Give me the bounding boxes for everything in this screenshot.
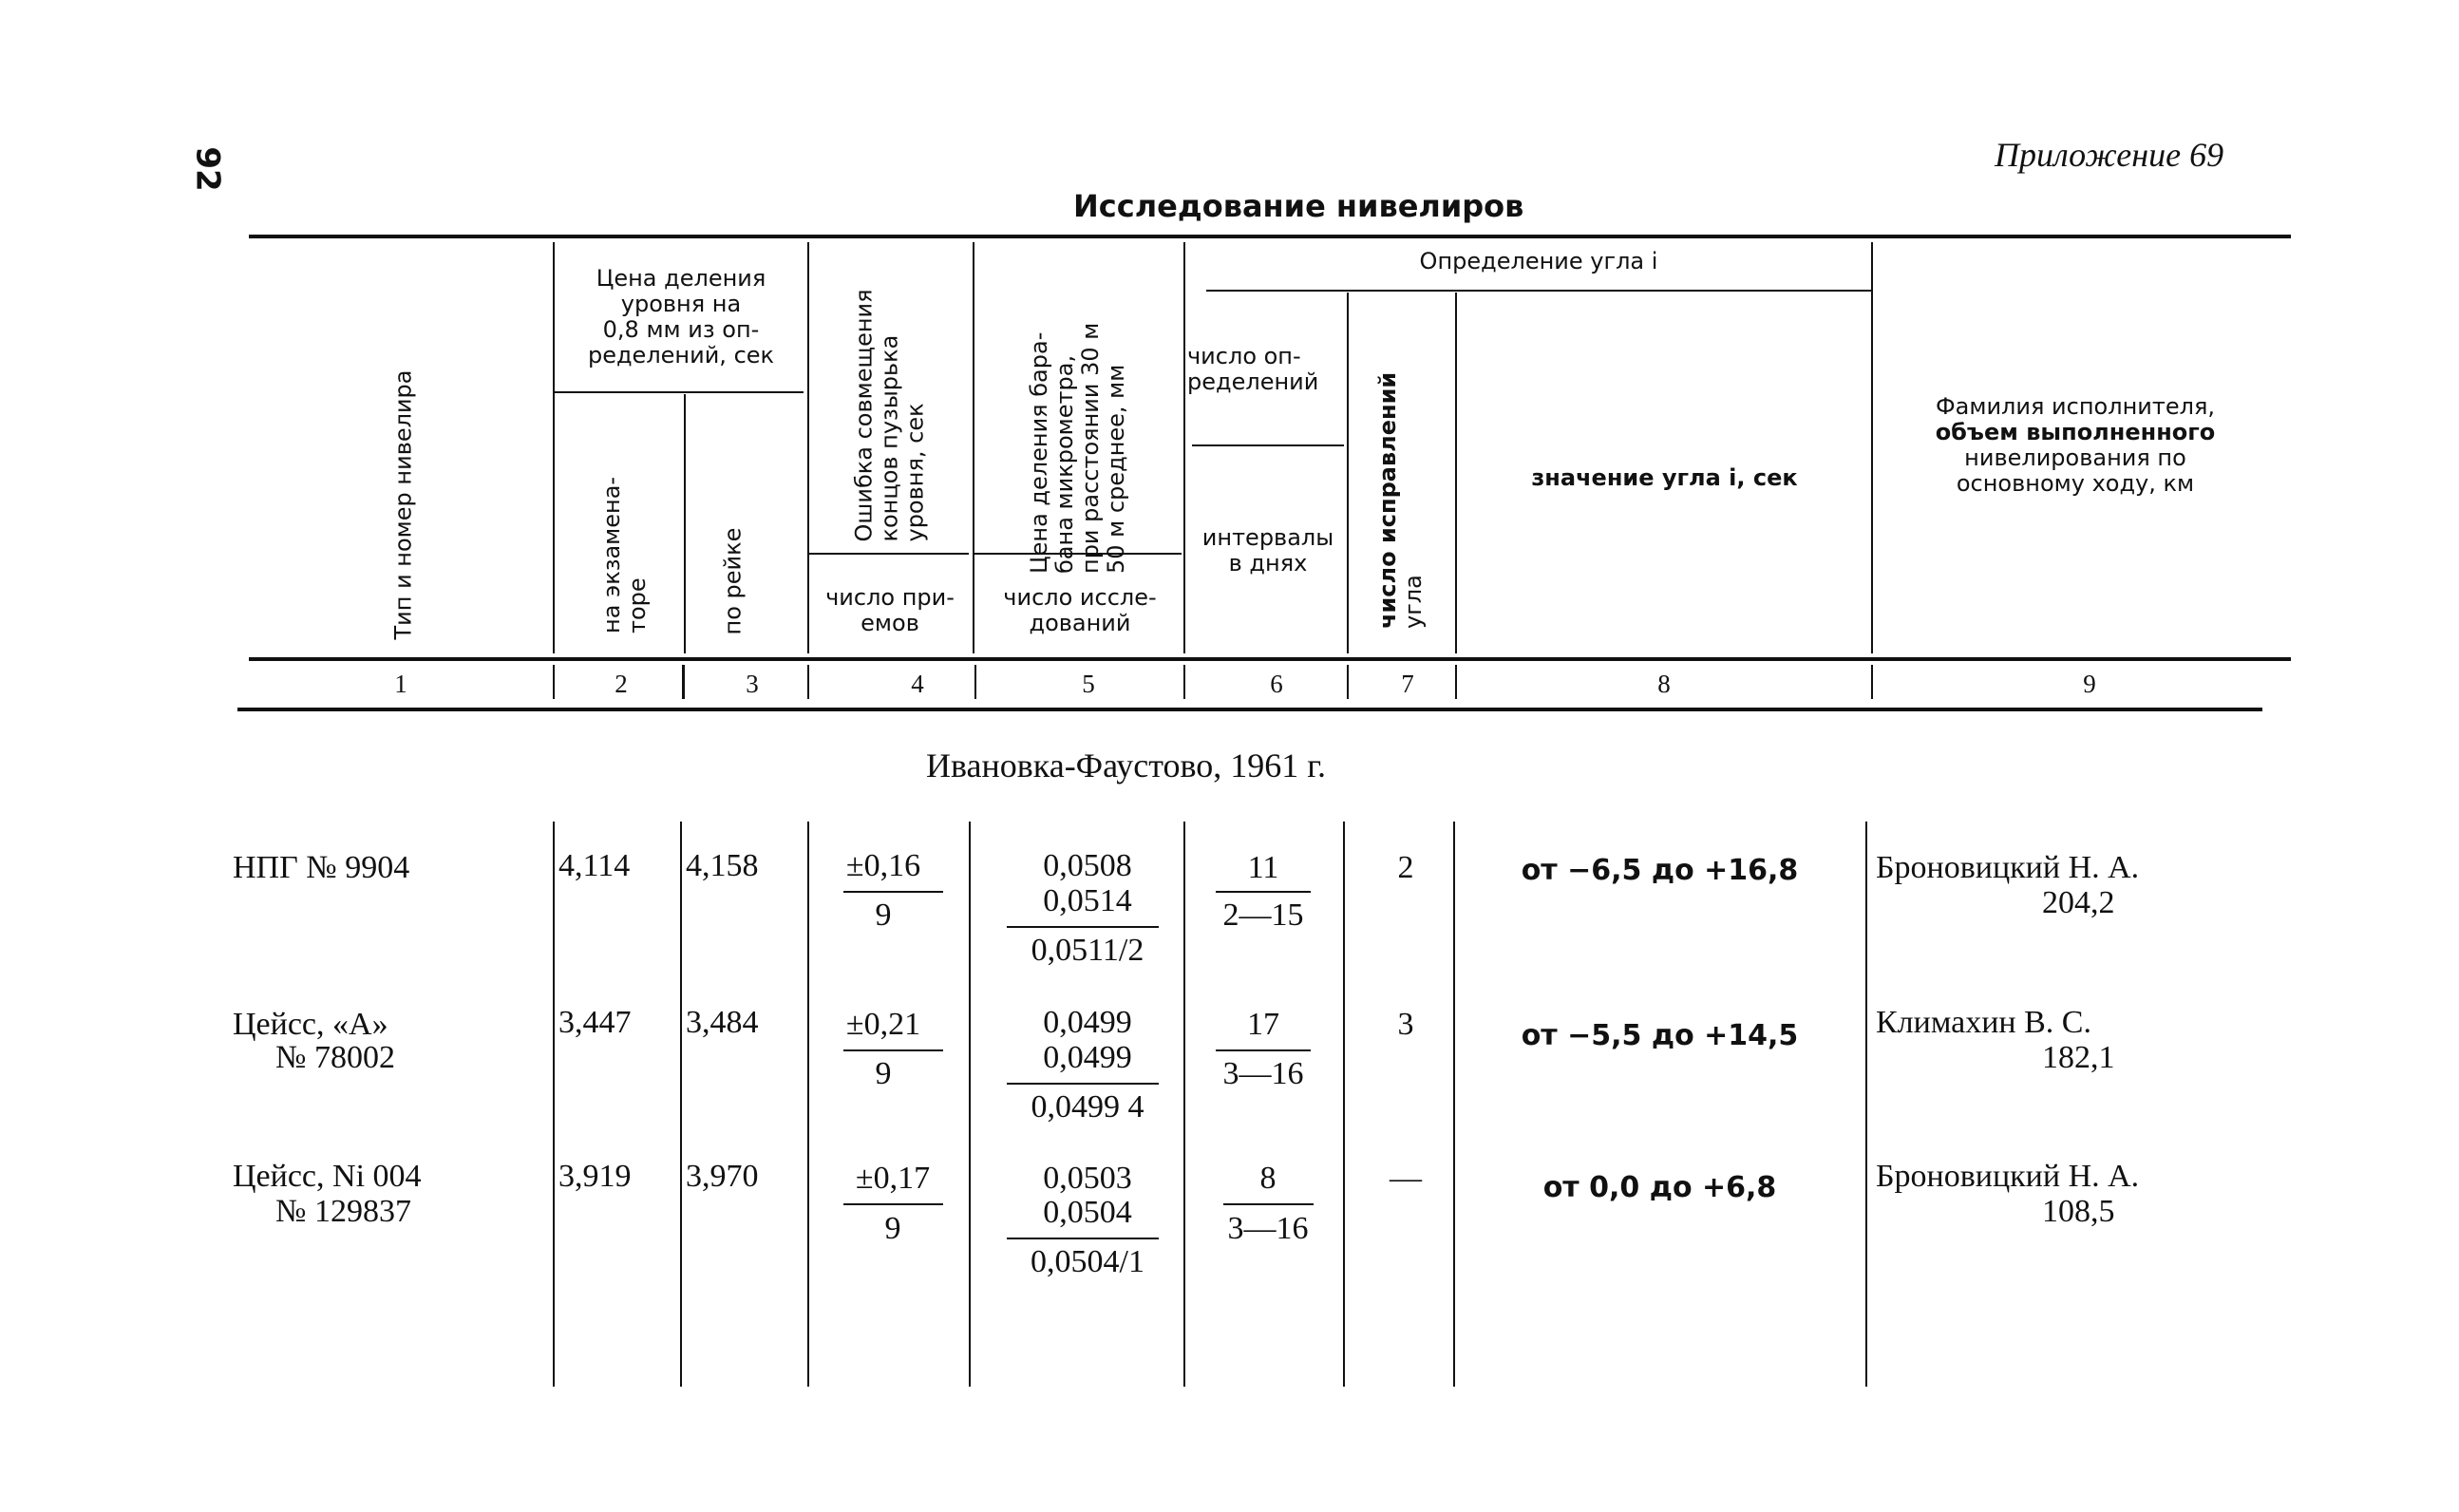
error-fraction-line bbox=[843, 1049, 943, 1051]
determinations-fraction-line bbox=[1216, 1049, 1311, 1051]
value-exam: 3,919 bbox=[558, 1159, 632, 1194]
vrule-2 bbox=[684, 394, 686, 653]
numsep-4 bbox=[974, 665, 976, 699]
colnum-6: 6 bbox=[1270, 670, 1283, 698]
drum-fraction-line bbox=[1007, 1083, 1159, 1085]
vrule-7 bbox=[1455, 293, 1457, 653]
angle-value: от −6,5 до +16,8 bbox=[1521, 854, 1799, 887]
instrument-type: НПГ № 9904 bbox=[233, 850, 410, 885]
instrument-type: Цейсс, Ni 004 bbox=[233, 1159, 422, 1194]
determinations: 11 bbox=[1247, 850, 1279, 885]
body-vrule-8 bbox=[1865, 822, 1867, 1387]
corrections: 3 bbox=[1397, 1007, 1414, 1042]
rule-col23-sub bbox=[555, 391, 804, 393]
numbers-bottom-rule bbox=[237, 708, 2262, 711]
determinations: 17 bbox=[1247, 1007, 1279, 1042]
drum-fraction-line bbox=[1007, 926, 1159, 928]
numsep-3 bbox=[807, 665, 809, 699]
drum-value: 0,0499 bbox=[1043, 1005, 1132, 1040]
vrule-6 bbox=[1347, 293, 1349, 653]
error-bottom: 9 bbox=[875, 1056, 892, 1091]
body-vrule-7 bbox=[1453, 822, 1455, 1387]
header-angle-group: Определение угла i bbox=[1419, 248, 1658, 274]
body-vrule-6 bbox=[1343, 822, 1345, 1387]
header-col2: на экзамена- торе bbox=[598, 476, 651, 633]
error-top: ±0,17 bbox=[855, 1161, 931, 1196]
header-bottom-rule bbox=[249, 657, 2291, 661]
value-exam: 3,447 bbox=[558, 1005, 632, 1040]
drum-value: 0,0504 bbox=[1043, 1195, 1132, 1230]
intervals: 3—16 bbox=[1227, 1211, 1309, 1246]
vrule-8 bbox=[1871, 242, 1873, 653]
header-col4-bottom: число при- емов bbox=[825, 584, 955, 636]
error-fraction-line bbox=[843, 1203, 943, 1205]
drum-value: 0,0514 bbox=[1043, 883, 1132, 918]
numsep-8 bbox=[1871, 665, 1873, 699]
volume-km: 108,5 bbox=[2042, 1194, 2115, 1229]
vrule-1 bbox=[553, 242, 555, 653]
body-vrule-3 bbox=[807, 822, 809, 1387]
intervals: 2—15 bbox=[1222, 898, 1304, 933]
header-col5-top: Цена деления бара- бана микрометра, при расстоянии 30 м 50 м среднее, мм bbox=[1026, 322, 1129, 574]
drum-value: 0,0508 bbox=[1043, 848, 1132, 883]
corrections: 2 bbox=[1397, 850, 1414, 885]
value-rail: 3,970 bbox=[686, 1159, 759, 1194]
colnum-8: 8 bbox=[1657, 670, 1671, 698]
drum-fraction-line bbox=[1007, 1238, 1159, 1239]
drum-value: 0,0499 bbox=[1043, 1040, 1132, 1075]
intervals: 3—16 bbox=[1222, 1056, 1304, 1091]
performer: Климахин В. С. bbox=[1876, 1005, 2091, 1040]
header-col5-bottom: число иссле- дований bbox=[1003, 584, 1157, 636]
error-top: ±0,21 bbox=[845, 1007, 921, 1042]
error-bottom: 9 bbox=[875, 898, 892, 933]
determinations: 8 bbox=[1259, 1161, 1277, 1196]
error-bottom: 9 bbox=[884, 1211, 901, 1246]
instrument-type: Цейсс, «А» bbox=[233, 1007, 388, 1042]
performer: Броновицкий Н. А. bbox=[1876, 850, 2140, 885]
value-rail: 4,158 bbox=[686, 848, 759, 883]
value-exam: 4,114 bbox=[558, 848, 631, 883]
header-col23-group: Цена деления уровня на 0,8 мм из оп- ределений, сек bbox=[587, 265, 775, 369]
vrule-5 bbox=[1183, 242, 1185, 653]
colnum-9: 9 bbox=[2083, 670, 2096, 698]
error-top: ±0,16 bbox=[845, 848, 921, 883]
header-col9: Фамилия исполнителя, объем выполненного нивелирования по основному ходу, км bbox=[1935, 393, 2216, 497]
body-vrule-4 bbox=[969, 822, 971, 1387]
colnum-5: 5 bbox=[1082, 670, 1095, 698]
colnum-7: 7 bbox=[1401, 670, 1414, 698]
body-vrule-1 bbox=[553, 822, 555, 1387]
table-title: Исследование нивелиров bbox=[1073, 188, 1524, 224]
drum-mean: 0,0499 4 bbox=[1031, 1089, 1144, 1125]
instrument-number: № 129837 bbox=[275, 1194, 411, 1229]
rule-col6-sub bbox=[1192, 444, 1344, 446]
performer: Броновицкий Н. А. bbox=[1876, 1159, 2140, 1194]
corrections: — bbox=[1390, 1161, 1422, 1196]
determinations-fraction-line bbox=[1223, 1203, 1314, 1205]
error-fraction-line bbox=[843, 891, 943, 893]
volume-km: 204,2 bbox=[2042, 885, 2115, 920]
numsep-1 bbox=[553, 665, 555, 699]
body-vrule-5 bbox=[1183, 822, 1185, 1387]
numsep-7 bbox=[1455, 665, 1457, 699]
numsep-6 bbox=[1347, 665, 1349, 699]
rule-col4-sub bbox=[807, 553, 969, 555]
body-vrule-2 bbox=[680, 822, 682, 1387]
header-col6-top: число оп- ределений bbox=[1187, 343, 1319, 395]
header-col4-top: Ошибка совмещения концов пузырька уровня, сек bbox=[850, 289, 929, 542]
angle-value: от −5,5 до +14,5 bbox=[1521, 1019, 1799, 1052]
header-col7: число исправлений угла bbox=[1374, 371, 1427, 629]
rule-angle-group bbox=[1206, 290, 1871, 292]
value-rail: 3,484 bbox=[686, 1005, 759, 1040]
header-col3: по рейке bbox=[719, 527, 747, 635]
angle-value: от 0,0 до +6,8 bbox=[1542, 1171, 1777, 1204]
drum-mean: 0,0511/2 bbox=[1031, 933, 1144, 968]
drum-value: 0,0503 bbox=[1043, 1161, 1132, 1196]
section-title: Ивановка-Фаустово, 1961 г. bbox=[926, 747, 1326, 784]
colnum-3: 3 bbox=[746, 670, 759, 698]
volume-km: 182,1 bbox=[2042, 1040, 2115, 1075]
appendix-label: Приложение 69 bbox=[1995, 136, 2224, 174]
colnum-2: 2 bbox=[615, 670, 628, 698]
instrument-number: № 78002 bbox=[275, 1040, 395, 1075]
page-number: 92 bbox=[188, 146, 227, 192]
determinations-fraction-line bbox=[1216, 891, 1311, 893]
colnum-1: 1 bbox=[394, 670, 407, 698]
header-col6-bottom: интервалы в днях bbox=[1201, 524, 1334, 576]
drum-mean: 0,0504/1 bbox=[1031, 1244, 1144, 1279]
top-rule bbox=[249, 235, 2291, 238]
numsep-5 bbox=[1183, 665, 1185, 699]
colnum-4: 4 bbox=[911, 670, 924, 698]
header-col1: Тип и номер нивелира bbox=[389, 369, 417, 640]
vrule-4 bbox=[973, 242, 974, 653]
numsep-2 bbox=[682, 665, 685, 699]
header-col8: значение угла i, сек bbox=[1531, 464, 1798, 491]
